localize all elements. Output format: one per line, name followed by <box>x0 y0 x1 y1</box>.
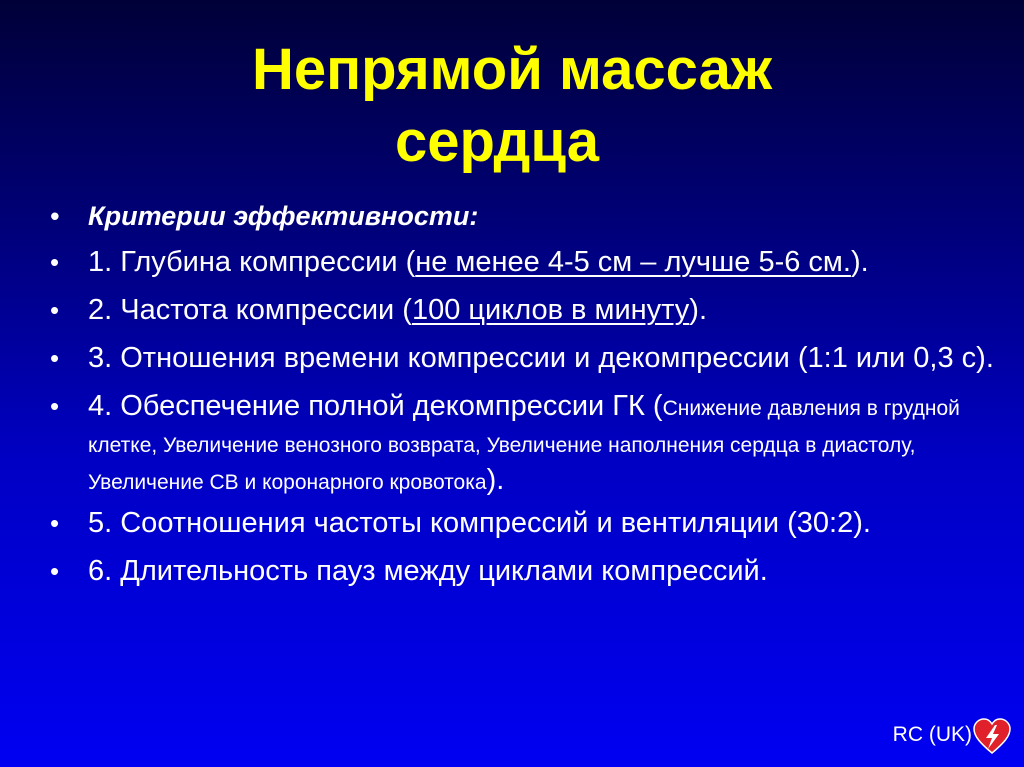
list-item-compression-ratio <box>48 340 1014 377</box>
bullet-icon: • <box>50 247 60 277</box>
item4-prefix: 4. Обеспечение полной декомпрессии ГК ( <box>88 390 663 422</box>
item4-detail: Снижение давления в грудной клетке, Увеличение венозного возврата, Увеличение наполнения сердца в диастолу, Увеличение СВ и коронарного кровотока <box>88 397 960 494</box>
title-line-2: сердца <box>395 109 599 174</box>
bullet-icon: • <box>50 201 60 231</box>
footer-rc-uk: RC (UK) <box>892 723 972 746</box>
item1-prefix: 1. Глубина компрессии ( <box>88 246 416 278</box>
list-item-criteria-heading <box>48 198 1014 235</box>
item5-text: 5. Соотношения частоты компрессий и вентиляции (30:2). <box>88 507 871 539</box>
item2-prefix: 2. Частота компрессии ( <box>88 294 412 326</box>
list-item-compression-rate <box>48 292 1014 329</box>
list-item-compression-ventilation <box>48 505 1014 542</box>
item2-underlined: 100 циклов в минуту <box>411 294 690 326</box>
criteria-list <box>48 198 1014 601</box>
bullet-icon: • <box>50 508 60 538</box>
criteria-label: Критерии эффективности: <box>88 201 479 231</box>
bullet-icon: • <box>50 343 60 373</box>
item4-suffix: ). <box>486 464 505 496</box>
bullet-icon: • <box>50 556 60 586</box>
bullet-icon: • <box>50 391 60 421</box>
list-item-pause-duration <box>48 553 1014 590</box>
slide-title <box>0 34 1024 178</box>
item1-underlined: не менее 4-5 см – лучше 5-6 см. <box>415 246 851 278</box>
item3-text: 3. Отношения времени компрессии и декомпрессии (1:1 или 0,3 с). <box>88 342 994 374</box>
item6-text: 6. Длительность пауз между циклами компрессий. <box>88 555 768 587</box>
item1-suffix: ). <box>850 246 869 278</box>
list-item-decompression <box>48 388 1014 499</box>
heart-with-lightning-icon <box>972 717 1012 757</box>
item2-suffix: ). <box>689 294 707 326</box>
list-item-compression-depth <box>48 244 1014 281</box>
title-line-1: Непрямой массаж <box>251 37 773 102</box>
bullet-icon: • <box>50 295 60 325</box>
